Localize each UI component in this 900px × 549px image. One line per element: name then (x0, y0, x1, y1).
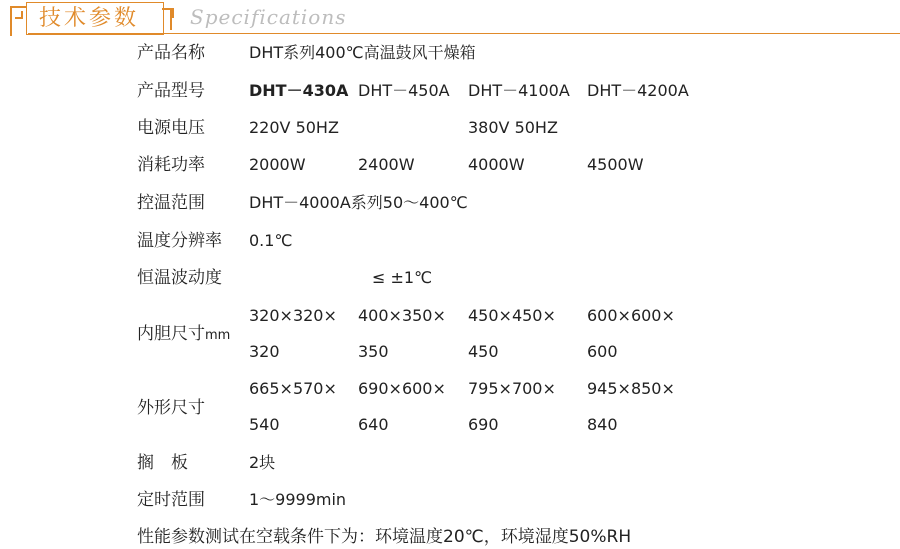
value-stability: ≤ ±1℃ (372, 268, 433, 287)
label-temp-range: 控温范围 (137, 193, 205, 213)
inner-size-1-line2: 320 (249, 342, 280, 361)
label-timer: 定时范围 (137, 490, 205, 510)
header-divider (28, 33, 900, 34)
test-conditions-note: 性能参数测试在空载条件下为：环境温度20℃，环境湿度50%RH (137, 527, 632, 547)
value-power-1: 2000W (249, 155, 306, 174)
value-power-3: 4000W (468, 155, 525, 174)
label-voltage: 电源电压 (137, 118, 205, 138)
outer-size-2-line2: 640 (358, 415, 389, 434)
label-model: 产品型号 (137, 81, 205, 101)
value-shelf: 2块 (249, 453, 276, 472)
outer-size-1-line1: 665×570× (249, 379, 337, 398)
value-model-4: DHT－4200A (587, 81, 689, 100)
outer-size-3-line2: 690 (468, 415, 499, 434)
section-header (0, 0, 900, 40)
value-product-name: DHT系列400℃高温鼓风干燥箱 (249, 43, 476, 62)
outer-size-4-line1: 945×850× (587, 379, 675, 398)
inner-size-4-line1: 600×600× (587, 306, 675, 325)
inner-size-label-text: 内胆尺寸 (137, 324, 205, 344)
inner-size-unit: mm (205, 328, 231, 343)
label-power: 消耗功率 (137, 155, 205, 175)
inner-size-1-line1: 320×320× (249, 306, 337, 325)
label-stability: 恒温波动度 (137, 268, 222, 288)
outer-size-1-line2: 540 (249, 415, 280, 434)
value-model-1: DHT－430A (249, 81, 349, 100)
corner-ornament-icon (10, 6, 26, 24)
value-resolution: 0.1℃ (249, 231, 293, 250)
section-subtitle: Specifications (190, 5, 347, 29)
value-temp-range: DHT－4000A系列50～400℃ (249, 193, 468, 212)
inner-size-2-line1: 400×350× (358, 306, 446, 325)
value-voltage-1: 220V 50HZ (249, 118, 339, 137)
outer-size-4-line2: 840 (587, 415, 618, 434)
value-power-2: 2400W (358, 155, 415, 174)
inner-size-3-line1: 450×450× (468, 306, 556, 325)
label-resolution: 温度分辨率 (137, 231, 222, 251)
inner-size-2-line2: 350 (358, 342, 389, 361)
value-model-3: DHT－4100A (468, 81, 570, 100)
label-inner-size (137, 324, 230, 346)
inner-size-3-line2: 450 (468, 342, 499, 361)
value-voltage-2: 380V 50HZ (468, 118, 558, 137)
corner-ornament-right-icon (160, 8, 172, 30)
value-power-4: 4500W (587, 155, 644, 174)
section-title: 技术参数 (26, 2, 164, 35)
outer-size-2-line1: 690×600× (358, 379, 446, 398)
label-outer-size: 外形尺寸 (137, 398, 205, 418)
label-shelf: 搁 板 (137, 453, 188, 473)
inner-size-4-line2: 600 (587, 342, 618, 361)
value-model-2: DHT－450A (358, 81, 450, 100)
label-product-name: 产品名称 (137, 43, 205, 63)
outer-size-3-line1: 795×700× (468, 379, 556, 398)
value-timer: 1～9999min (249, 490, 347, 509)
